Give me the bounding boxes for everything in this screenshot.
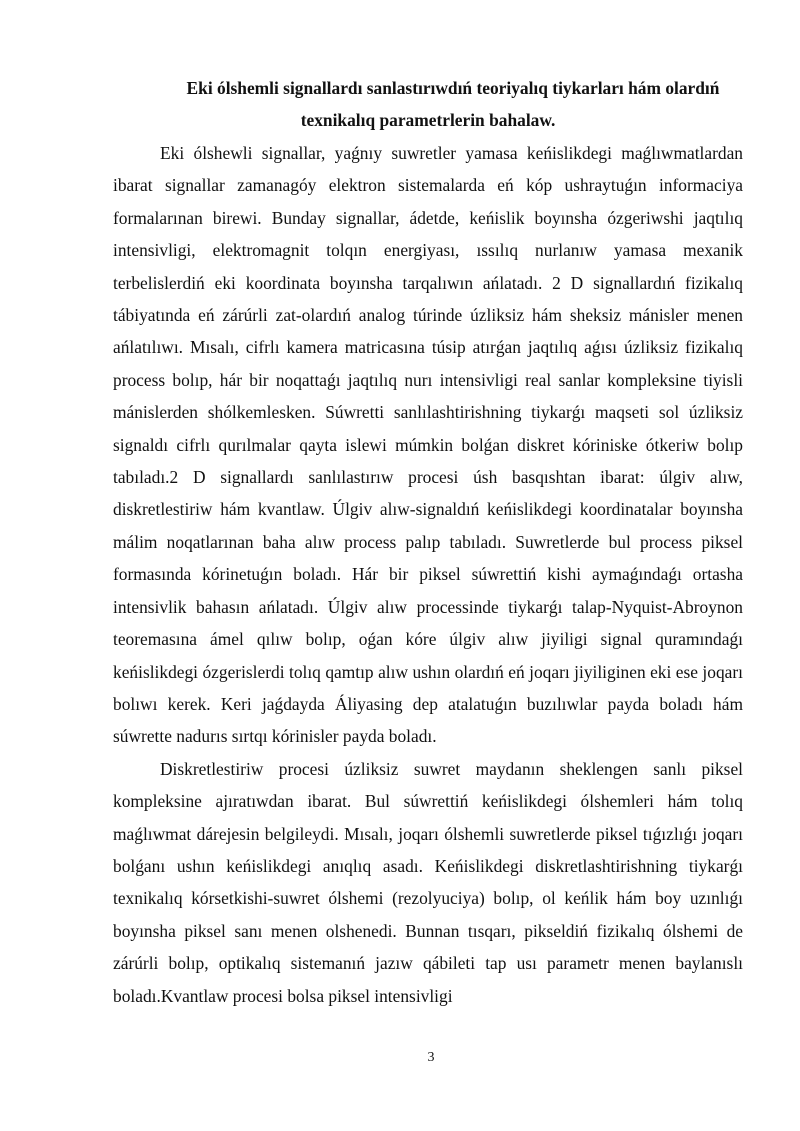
title-line-2: texnikalıq parametrlerin bahalaw.	[300, 110, 556, 130]
page-number: 3	[427, 1050, 435, 1065]
paragraph-1: Eki ólshewli signallar, yaǵnıy suwretler yamasa keńislikdegi maǵlıwmatlardan ibarat signallar zamanagóy elektron sistemalarda eń kóp ushraytuǵın informaciya formalarınan birewi. Bunday signallar, ádetde, keńislik boyınsha ózgeriwshi jaqtılıq intensivligi, elektromagnit tolqın energiyası, ıssılıq nurlanıw yamasa mexanik terbelislerdiń eki koordinata boyınsha tarqalıwın ańlatadı. 2 D signallardıń fizikalıq tábiyatında eń zárúrli zat-olardıń analog túrinde úzliksiz hám sheksiz mánisler menen ańlatılıwı. Mısalı, cifrlı kamera matricasına túsip atırǵan jaqtılıq aǵısı úzliksiz fizikalıq process bolıp, hár bir noqattaǵı jaqtılıq nurı intensivligi real sanlar kompleksine tiyisli mánislerden shólkemlesken. Súwretti sanlılashtirishning tiykarǵı maqseti sol úzliksiz signaldı cifrlı qurılmalar qayta islewi múmkin bolǵan diskret kóriniske ótkeriw bolıp tabıladı.2 D signallardı sanlılastırıw procesi úsh basqıshtan ibarat: úlgiv alıw, diskretlestiriw hám kvantlaw. Úlgiv alıw-signaldıń keńislikdegi koordinatalar boyınsha málim noqatlarınan baha alıw process palıp tabıladı. Suwretlerde bul process piksel formasında kórinetuǵın boladı. Hár bir piksel súwrettiń kishi aymaǵındaǵı ortasha intensivlik bahasın ańlatadı. Úlgiv alıw processinde tiykarǵı talap-Nyquist-Abroynon teoremasına ámel qılıw bolıp, oǵan kóre úlgiv alıw jiyiligi signal quramındaǵı keńislikdegi ózgerislerdi tolıq qamtıp alıw ushın olardıń eń joqarı jiyiliginen eki ese joqarı bolıwı kerek. Keri jaǵdayda Áliyasing dep atalatuǵın buzılıwlar payda boladı hám súwrette nadurıs sırtqı kórinisler payda boladı.	[113, 143, 743, 747]
document-body	[113, 137, 743, 1012]
paragraph-2: Diskretlestiriw procesi úzliksiz suwret maydanın sheklengen sanlı piksel kompleksine ajıratıwdan ibarat. Bul súwrettiń keńislikdegi ólshemleri hám tolıq maǵlıwmat dárejesin belgileydi. Mısalı, joqarı ólshemli suwretlerde piksel tıǵızlıǵı joqarı bolǵanı ushın keńislikdegi anıqlıq asadı. Keńislikdegi diskretlashtirishning tiykarǵı texnikalıq kórsetkishi-suwret ólshemi (rezolyuciya) bolıp, ol keńlik hám boy uzınlıǵı boyınsha piksel sanı menen olshenedi. Bunnan tısqarı, pikseldiń fizikalıq ólshemi de zárúrli bolıp, optikalıq sistemanıń jazıw qábileti tap usı parametr menen baylanıslı boladı.Kvantlaw procesi bolsa piksel intensivligi	[113, 758, 743, 1006]
title-line-1: Eki ólshemli signallardı sanlastırıwdıń teoriyalıq tiykarları hám olardıń	[186, 78, 720, 98]
document-title	[113, 72, 743, 136]
